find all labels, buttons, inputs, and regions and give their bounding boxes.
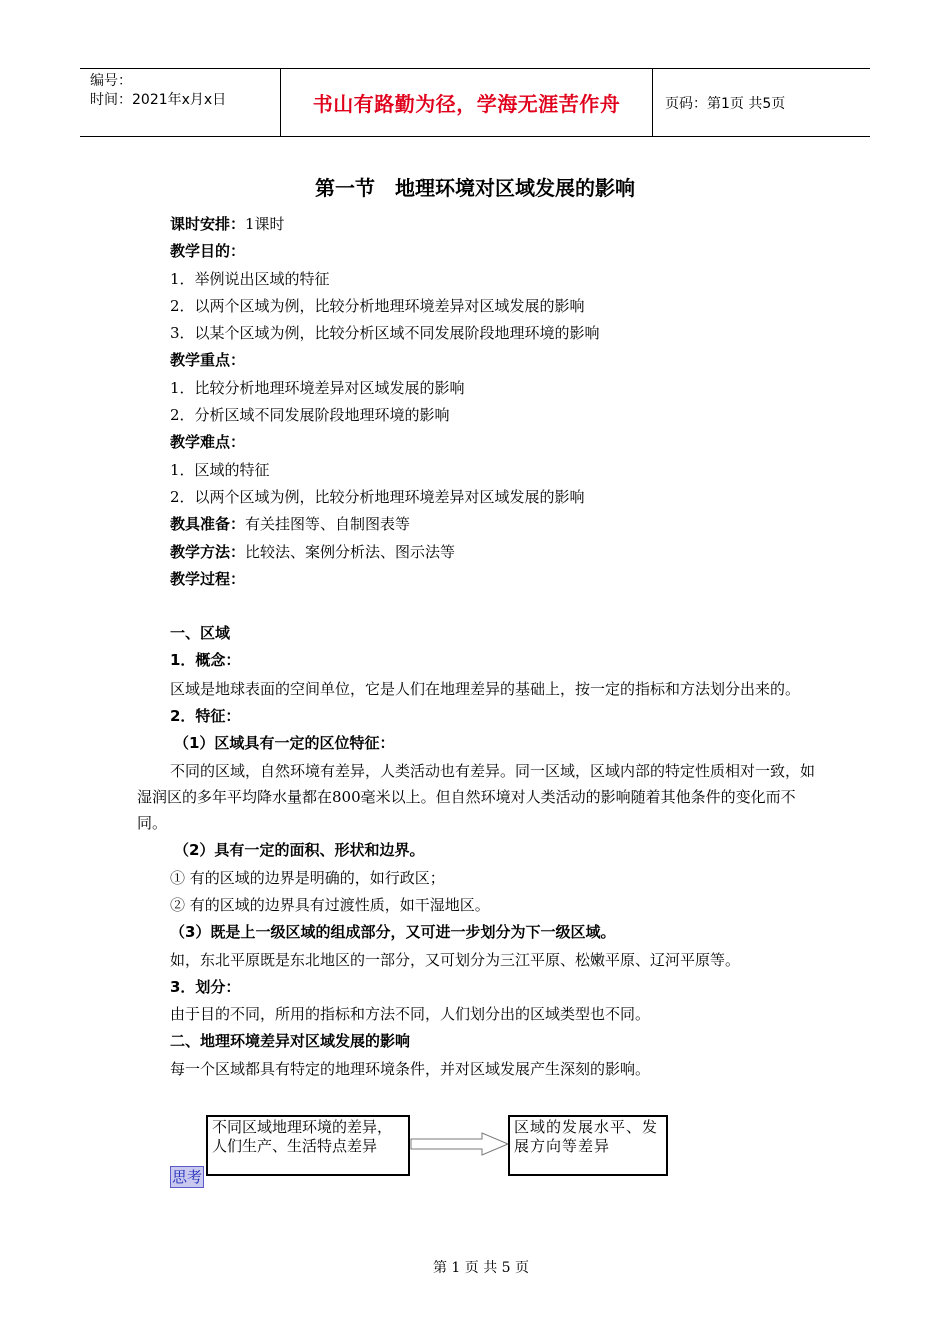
difficulty-item: 2．以两个区域为例，比较分析地理环境差异对区域发展的影响	[170, 487, 585, 506]
hours-label: 课时安排：	[170, 215, 246, 233]
header-page: 页码：第1页 共5页	[665, 95, 786, 112]
header-time: 时间：2021年x月x日	[90, 92, 227, 108]
concept-heading: 1．概念：	[170, 651, 241, 670]
page-header	[80, 68, 870, 137]
think-label[interactable]: 思考	[172, 1168, 203, 1186]
methods-line	[137, 539, 817, 566]
page-title: 第一节 地理环境对区域发展的影响	[315, 176, 635, 200]
feature3-text: 如，东北平原既是东北地区的一部分，又可划分为三江平原、松嫩平原、辽河平原等。	[170, 950, 741, 969]
feature2-item: ① 有的区域的边界是明确的，如行政区；	[170, 868, 445, 887]
division-heading: 3．划分：	[170, 977, 241, 996]
goal-item: 2．以两个区域为例，比较分析地理环境差异对区域发展的影响	[170, 296, 585, 315]
section2-intro: 每一个区域都具有特定的地理环境条件，并对区域发展产生深刻的影响。	[170, 1059, 651, 1078]
section1-heading: 一、区域	[170, 624, 231, 643]
difficulties-heading: 教学难点：	[170, 433, 246, 452]
diagram-box-cause: 不同区域地理环境的差异，人们生产、生活特点差异	[206, 1115, 410, 1176]
tools-line	[137, 511, 817, 538]
key-point-item: 2．分析区域不同发展阶段地理环境的影响	[170, 406, 450, 425]
diagram-box-effect: 区域的发展水平、发展方向等差异	[508, 1115, 668, 1176]
header-meta	[80, 69, 280, 136]
feature2-item: ② 有的区域的边界具有过渡性质，如干湿地区。	[170, 895, 490, 914]
goals-heading: 教学目的：	[170, 242, 246, 261]
division-text: 由于目的不同，所用的指标和方法不同，人们划分出的区域类型也不同。	[170, 1005, 651, 1024]
tools-label: 教具准备：	[170, 515, 246, 534]
page-footer: 第 1 页 共 5 页	[432, 1260, 530, 1276]
document-body	[137, 211, 817, 1083]
concept-text: 区域是地球表面的空间单位，它是人们在地理差异的基础上，按一定的指标和方法划分出来的。	[170, 679, 801, 698]
lesson-hours	[137, 211, 817, 238]
key-points-heading: 教学重点：	[170, 351, 246, 370]
methods-value: 比较法、案例分析法、图示法等	[245, 542, 456, 561]
process-heading: 教学过程：	[170, 569, 246, 588]
header-motto: 书山有路勤为径，学海无涯苦作舟	[280, 69, 653, 136]
right-arrow-icon	[410, 1131, 510, 1157]
goal-item: 3．以某个区域为例，比较分析区域不同发展阶段地理环境的影响	[170, 324, 600, 343]
feature3-heading: （3）既是上一级区域的组成部分，又可进一步划分为下一级区域。	[170, 923, 616, 942]
hours-value: 1课时	[245, 215, 285, 233]
key-point-item: 1．比较分析地理环境差异对区域发展的影响	[170, 378, 465, 397]
difficulty-item: 1．区域的特征	[170, 460, 270, 479]
features-heading: 2．特征：	[170, 706, 241, 725]
feature2-heading: （2）具有一定的面积、形状和边界。	[174, 841, 425, 860]
section2-heading: 二、地理环境差异对区域发展的影响	[170, 1032, 411, 1051]
goal-item: 1．举例说出区域的特征	[170, 269, 330, 288]
methods-label: 教学方法：	[170, 542, 246, 561]
header-number: 编号：	[90, 73, 132, 89]
tools-value: 有关挂图等、自制图表等	[245, 515, 411, 534]
feature1-heading: （1）区域具有一定的区位特征：	[174, 734, 395, 753]
feature1-text: 不同的区域，自然环境有差异，人类活动也有差异。同一区域，区域内部的特定性质相对一致，如湿润区的多年平均降水量都在800毫米以上。但自然环境对人类活动的影响随着其他条件的变化而不同。	[137, 762, 816, 833]
